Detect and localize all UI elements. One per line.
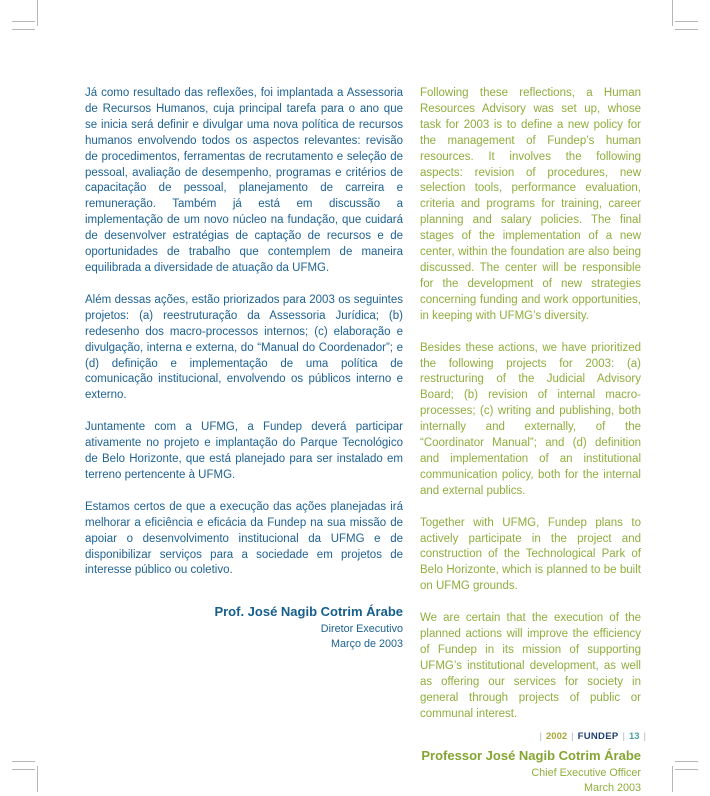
signature-block-en (420, 747, 641, 796)
paragraph-pt-2: Além dessas ações, estão priorizados para 2003 os seguintes projetos: (a) reestruturação da Assessoria Jurídica; (b) redesenho dos macro-processos internos; (c) elaboração e divulgação, interna e externa, do “Manual do Coordenador”; e (d) definição e implementação de uma política de comunicação institucional, envolvendo os públicos interno e externo. (85, 293, 403, 402)
footer-separator: | (643, 731, 646, 742)
crop-mark-top-right (668, 0, 698, 34)
paragraph-pt-4: Estamos certos de que a execução das ações planejadas irá melhorar a eficiência e eficácia da Fundep na sua missão de apoiar o desenvolvimento institucional da UFMG e de disponibilizar serviços para a sociedade em projetos de interesse público ou coletivo. (85, 500, 403, 577)
signature-title-pt: Diretor Executivo (320, 623, 403, 636)
signature-name-en: Professor José Nagib Cotrim Árabe (421, 747, 641, 763)
crop-mark-bottom-left (12, 758, 42, 792)
footer-year: 2002 (546, 731, 568, 742)
crop-line (37, 766, 38, 792)
footer-brand: FUNDEP (577, 731, 619, 742)
crop-line (672, 0, 673, 26)
crop-mark-bottom-right (668, 758, 698, 792)
page-footer (536, 731, 650, 742)
crop-line (37, 0, 38, 26)
paragraph-en-2: Besides these actions, we have prioritized the following projects for 2003: (a) restructuring of the Judicial Advisory Board; (b) revision of internal macro-processes; (c) writing and publishing, both internally and externally, of the “Coordinator Manual”; and (d) definition and implementation of an institutional communication policy, both for the internal and external publics. (420, 341, 641, 497)
english-column (420, 86, 641, 796)
crop-line (12, 21, 35, 22)
paragraph-pt-1: Já como resultado das reflexões, foi implantada a Assessoria de Recursos Humanos, cuja principal tarefa para o ano que se inicia será definir e divulgar uma nova política de recursos humanos envolvendo todos os aspectos relevantes: revisão de procedimentos, ferramentas de recrutamento e seleção de pessoal, avaliação de desempenho, programas e critérios de capacitação de pessoal, planejamento de carreira e remuneração. Também já está em discussão a implementação de um novo núcleo na fundação, que cuidará de desenvolver estratégias de captação de recursos e de oportunidades de trabalho que contemplem de maneira equilibrada a diversidade de atuação da UFMG. (85, 87, 403, 274)
crop-line (12, 29, 35, 30)
crop-line (675, 769, 698, 770)
crop-line (12, 769, 35, 770)
signature-date-pt: Março de 2003 (330, 638, 403, 651)
portuguese-column (85, 86, 403, 652)
crop-line (672, 766, 673, 792)
crop-line (12, 761, 35, 762)
paragraph-pt-3: Juntamente com a UFMG, a Fundep deverá participar ativamente no projeto e implantação do Parque Tecnológico de Belo Horizonte, que está planejado para ser instalado em terreno pertencente à UFMG. (85, 421, 403, 481)
content-columns (85, 86, 641, 796)
footer-separator: | (571, 731, 574, 742)
crop-line (675, 29, 698, 30)
signature-block-pt (85, 603, 403, 652)
signature-name-pt: Prof. José Nagib Cotrim Árabe (214, 604, 403, 620)
signature-date-en: March 2003 (583, 781, 641, 794)
crop-line (675, 21, 698, 22)
paragraph-en-3: Together with UFMG, Fundep plans to actively participate in the project and construction of the Technological Park of Belo Horizonte, which is planned to be built on UFMG grounds. (420, 516, 641, 593)
crop-mark-top-left (12, 0, 42, 34)
crop-line (675, 761, 698, 762)
paragraph-en-4: We are certain that the execution of the planned actions will improve the efficiency of Fundep in its mission of supporting UFMG’s institutional development, as well as offering our services for society in general through projects of public or communal interest. (420, 612, 641, 720)
footer-page-number: 13 (628, 731, 640, 742)
footer-separator: | (539, 731, 543, 742)
signature-title-en: Chief Executive Officer (531, 766, 641, 779)
paragraph-en-1: Following these reflections, a Human Resources Advisory was set up, whose task for 2003 is to define a new policy for the management of Fundep’s human resources. It involves the following aspects: revision of procedures, new selection tools, performance evaluation, criteria and programs for training, career planning and salary policies. The final stages of the implementation of a new center, within the foundation are also being discussed. The center will be responsible for the development of new strategies concerning funding and work opportunities, in keeping with UFMG’s diversity. (420, 87, 641, 322)
footer-separator: | (622, 731, 625, 742)
